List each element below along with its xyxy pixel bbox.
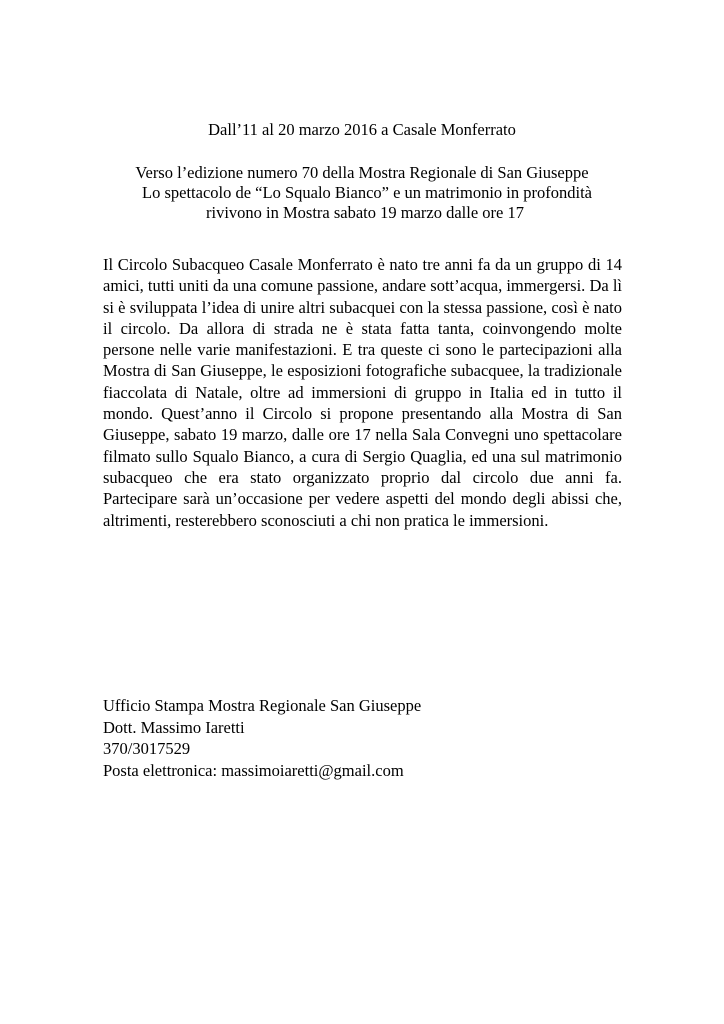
subtitle-line-3: rivivono in Mostra sabato 19 marzo dalle ore 17 bbox=[205, 203, 524, 222]
contact-person: Dott. Massimo Iaretti bbox=[103, 717, 245, 737]
subtitle-line-1: Verso l’edizione numero 70 della Mostra Regionale di San Giuseppe bbox=[135, 163, 589, 182]
date-line: Dall’11 al 20 marzo 2016 a Casale Monferrato bbox=[208, 120, 516, 139]
press-office-name: Ufficio Stampa Mostra Regionale San Giuseppe bbox=[103, 696, 422, 715]
subtitle-block bbox=[0, 163, 724, 223]
body-paragraph: Il Circolo Subacqueo Casale Monferrato è nato tre anni fa da un gruppo di 14 amici, tutti uniti da una comune passione, andare sott’acqua, immergersi. Da lì si è sviluppata l’idea di unire altri subacquei con la stessa passione, così è nato il circolo. Da allora di strada ne è stata fatta tanta, coinvongendo molte persone nelle varie manifestazioni. E tra queste ci sono le partecipazioni alla Mostra di San Giuseppe, le esposizioni fotografiche subacquee, la tradizionale fiaccolata di Natale, oltre ad immersioni di gruppo in Italia ed in tutto il mondo. Quest’anno il Circolo si propone presentando alla Mostra di San Giuseppe, sabato 19 marzo, dalle ore 17 nella Sala Convegni uno spettacolare filmato sullo Squalo Bianco, a cura di Sergio Quaglia, ed una sul matrimonio subacqueo che era stato organizzato proprio dal circolo due anni fa. Partecipare sarà un’occasione per vedere aspetti del mondo degli abissi che, altrimenti, resterebbero sconosciuti a chi non pratica le immersioni. bbox=[103, 255, 622, 530]
subtitle-line-2: Lo spettacolo de “Lo Squalo Bianco” e un matrimonio in profondità bbox=[142, 183, 592, 202]
contact-phone: 370/3017529 bbox=[103, 739, 191, 758]
contact-email: Posta elettronica: massimoiaretti@gmail.com bbox=[103, 760, 404, 780]
press-office-contact bbox=[103, 695, 623, 781]
